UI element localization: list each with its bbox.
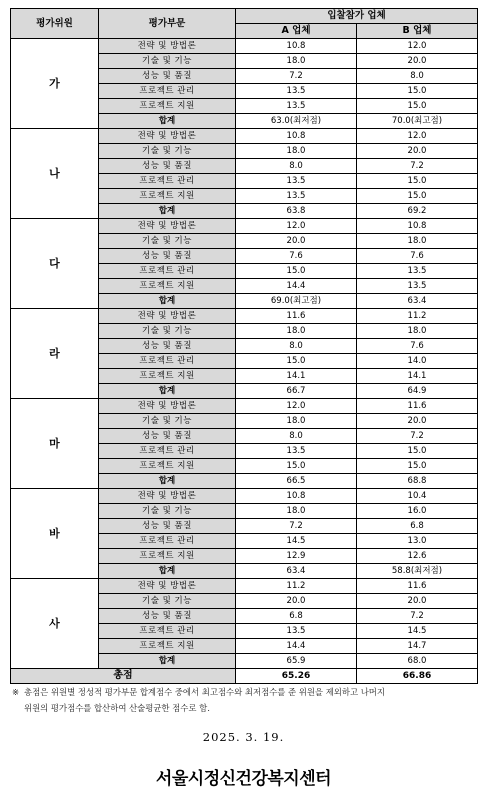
score-row [11, 309, 478, 324]
sum-label: 합계 [99, 384, 236, 399]
score-b-cell: 16.0 [357, 504, 478, 519]
score-a-cell: 11.6 [236, 309, 357, 324]
score-b-cell: 10.4 [357, 489, 478, 504]
score-b-cell: 7.6 [357, 339, 478, 354]
score-b-cell: 11.6 [357, 579, 478, 594]
total-row [11, 669, 478, 684]
category-cell: 프로젝트 관리 [99, 264, 236, 279]
score-b-cell: 8.0 [357, 69, 478, 84]
category-cell: 전략 및 방법론 [99, 219, 236, 234]
score-row [11, 39, 478, 54]
sum-a-cell: 63.8 [236, 204, 357, 219]
evaluator-name: 마 [11, 399, 99, 489]
category-cell: 기술 및 기능 [99, 504, 236, 519]
category-cell: 프로젝트 지원 [99, 189, 236, 204]
score-b-cell: 7.6 [357, 249, 478, 264]
score-a-cell: 13.5 [236, 99, 357, 114]
category-cell: 프로젝트 관리 [99, 624, 236, 639]
score-b-cell: 15.0 [357, 174, 478, 189]
score-a-cell: 13.5 [236, 174, 357, 189]
category-cell: 전략 및 방법론 [99, 489, 236, 504]
category-cell: 전략 및 방법론 [99, 579, 236, 594]
organization-name: 서울시정신건강복지센터 [155, 769, 332, 789]
reference-mark: ※ [12, 687, 20, 697]
category-cell: 전략 및 방법론 [99, 39, 236, 54]
category-cell: 프로젝트 지원 [99, 639, 236, 654]
company-b-header: B 업체 [357, 24, 478, 39]
evaluator-name: 사 [11, 579, 99, 669]
evaluator-header: 평가위원 [11, 9, 99, 39]
evaluator-name: 바 [11, 489, 99, 579]
score-a-cell: 14.4 [236, 639, 357, 654]
sum-a-cell: 65.9 [236, 654, 357, 669]
score-b-cell: 18.0 [357, 234, 478, 249]
category-cell: 기술 및 기능 [99, 414, 236, 429]
category-cell: 프로젝트 지원 [99, 369, 236, 384]
category-cell: 성능 및 품질 [99, 519, 236, 534]
score-b-cell: 7.2 [357, 429, 478, 444]
score-row [11, 579, 478, 594]
score-a-cell: 8.0 [236, 339, 357, 354]
score-b-cell: 15.0 [357, 84, 478, 99]
evaluator-name: 다 [11, 219, 99, 309]
score-a-cell: 10.8 [236, 39, 357, 54]
score-a-cell: 13.5 [236, 624, 357, 639]
score-b-cell: 10.8 [357, 219, 478, 234]
category-cell: 프로젝트 관리 [99, 444, 236, 459]
total-label: 총점 [11, 669, 236, 684]
score-b-cell: 14.7 [357, 639, 478, 654]
category-cell: 프로젝트 지원 [99, 99, 236, 114]
score-b-cell: 15.0 [357, 459, 478, 474]
category-cell: 전략 및 방법론 [99, 309, 236, 324]
score-a-cell: 18.0 [236, 144, 357, 159]
header-row-1 [11, 9, 478, 24]
score-b-cell: 7.2 [357, 159, 478, 174]
score-a-cell: 15.0 [236, 264, 357, 279]
sum-b-cell: 69.2 [357, 204, 478, 219]
footnote-line-1 [12, 684, 477, 700]
evaluator-name: 나 [11, 129, 99, 219]
score-b-cell: 13.5 [357, 264, 478, 279]
score-a-cell: 13.5 [236, 444, 357, 459]
score-b-cell: 20.0 [357, 414, 478, 429]
score-a-cell: 10.8 [236, 129, 357, 144]
category-cell: 전략 및 방법론 [99, 129, 236, 144]
score-a-cell: 7.2 [236, 519, 357, 534]
company-a-header: A 업체 [236, 24, 357, 39]
total-a-cell: 65.26 [236, 669, 357, 684]
sum-label: 합계 [99, 204, 236, 219]
category-cell: 전략 및 방법론 [99, 399, 236, 414]
category-cell: 성능 및 품질 [99, 339, 236, 354]
score-a-cell: 14.5 [236, 534, 357, 549]
score-a-cell: 14.1 [236, 369, 357, 384]
category-cell: 기술 및 기능 [99, 234, 236, 249]
bidders-header: 입찰참가 업체 [236, 9, 478, 24]
score-a-cell: 18.0 [236, 504, 357, 519]
score-b-cell: 12.0 [357, 39, 478, 54]
score-a-cell: 11.2 [236, 579, 357, 594]
score-b-cell: 11.6 [357, 399, 478, 414]
score-b-cell: 12.6 [357, 549, 478, 564]
sum-a-cell: 66.5 [236, 474, 357, 489]
category-cell: 기술 및 기능 [99, 594, 236, 609]
score-b-cell: 20.0 [357, 54, 478, 69]
sum-label: 합계 [99, 474, 236, 489]
score-b-cell: 15.0 [357, 444, 478, 459]
score-a-cell: 7.2 [236, 69, 357, 84]
score-b-cell: 11.2 [357, 309, 478, 324]
category-cell: 기술 및 기능 [99, 324, 236, 339]
score-a-cell: 14.4 [236, 279, 357, 294]
score-row [11, 129, 478, 144]
category-cell: 성능 및 품질 [99, 429, 236, 444]
sum-b-cell: 68.0 [357, 654, 478, 669]
score-a-cell: 20.0 [236, 594, 357, 609]
category-header: 평가부문 [99, 9, 236, 39]
score-table-body [11, 9, 478, 684]
score-b-cell: 20.0 [357, 144, 478, 159]
score-a-cell: 12.9 [236, 549, 357, 564]
category-cell: 프로젝트 지원 [99, 549, 236, 564]
sum-b-cell: 64.9 [357, 384, 478, 399]
score-row [11, 399, 478, 414]
sum-a-cell: 63.4 [236, 564, 357, 579]
category-cell: 프로젝트 관리 [99, 534, 236, 549]
score-b-cell: 13.0 [357, 534, 478, 549]
score-b-cell: 15.0 [357, 99, 478, 114]
category-cell: 성능 및 품질 [99, 249, 236, 264]
evaluator-name: 라 [11, 309, 99, 399]
sum-a-cell: 66.7 [236, 384, 357, 399]
score-row [11, 489, 478, 504]
score-a-cell: 15.0 [236, 354, 357, 369]
score-a-cell: 20.0 [236, 234, 357, 249]
footnote [12, 684, 477, 716]
document-date: 2025. 3. 19. [202, 730, 285, 744]
score-b-cell: 14.0 [357, 354, 478, 369]
score-b-cell: 12.0 [357, 129, 478, 144]
sum-a-cell: 63.0(최저점) [236, 114, 357, 129]
score-a-cell: 7.6 [236, 249, 357, 264]
sum-a-cell: 69.0(최고점) [236, 294, 357, 309]
score-b-cell: 18.0 [357, 324, 478, 339]
score-b-cell: 15.0 [357, 189, 478, 204]
score-a-cell: 18.0 [236, 414, 357, 429]
category-cell: 프로젝트 지원 [99, 459, 236, 474]
category-cell: 기술 및 기능 [99, 144, 236, 159]
category-cell: 프로젝트 지원 [99, 279, 236, 294]
category-cell: 프로젝트 관리 [99, 354, 236, 369]
score-a-cell: 18.0 [236, 324, 357, 339]
sum-b-cell: 58.8(최저점) [357, 564, 478, 579]
score-a-cell: 8.0 [236, 429, 357, 444]
score-a-cell: 6.8 [236, 609, 357, 624]
score-a-cell: 13.5 [236, 84, 357, 99]
sum-b-cell: 70.0(최고점) [357, 114, 478, 129]
score-a-cell: 12.0 [236, 399, 357, 414]
evaluation-score-table [10, 8, 478, 684]
score-a-cell: 10.8 [236, 489, 357, 504]
score-a-cell: 13.5 [236, 189, 357, 204]
category-cell: 프로젝트 관리 [99, 84, 236, 99]
sum-label: 합계 [99, 654, 236, 669]
footnote-line-2: 위원의 평가점수를 합산하여 산술평균한 점수로 함. [24, 703, 210, 713]
sum-label: 합계 [99, 294, 236, 309]
sum-b-cell: 68.8 [357, 474, 478, 489]
category-cell: 성능 및 품질 [99, 609, 236, 624]
category-cell: 프로젝트 관리 [99, 174, 236, 189]
score-b-cell: 20.0 [357, 594, 478, 609]
footnote-text-1: 총점은 위원별 정성적 평가부문 합계점수 중에서 최고점수와 최저점수를 준 위원을 제외하고 나머지 [24, 687, 385, 697]
score-b-cell: 14.5 [357, 624, 478, 639]
score-row [11, 219, 478, 234]
score-b-cell: 6.8 [357, 519, 478, 534]
sum-b-cell: 63.4 [357, 294, 478, 309]
score-a-cell: 12.0 [236, 219, 357, 234]
category-cell: 성능 및 품질 [99, 69, 236, 84]
sum-label: 합계 [99, 564, 236, 579]
evaluator-name: 가 [11, 39, 99, 129]
category-cell: 기술 및 기능 [99, 54, 236, 69]
score-b-cell: 13.5 [357, 279, 478, 294]
score-a-cell: 8.0 [236, 159, 357, 174]
sum-label: 합계 [99, 114, 236, 129]
category-cell: 성능 및 품질 [99, 159, 236, 174]
score-a-cell: 18.0 [236, 54, 357, 69]
score-b-cell: 7.2 [357, 609, 478, 624]
score-a-cell: 15.0 [236, 459, 357, 474]
total-b-cell: 66.86 [357, 669, 478, 684]
score-b-cell: 14.1 [357, 369, 478, 384]
